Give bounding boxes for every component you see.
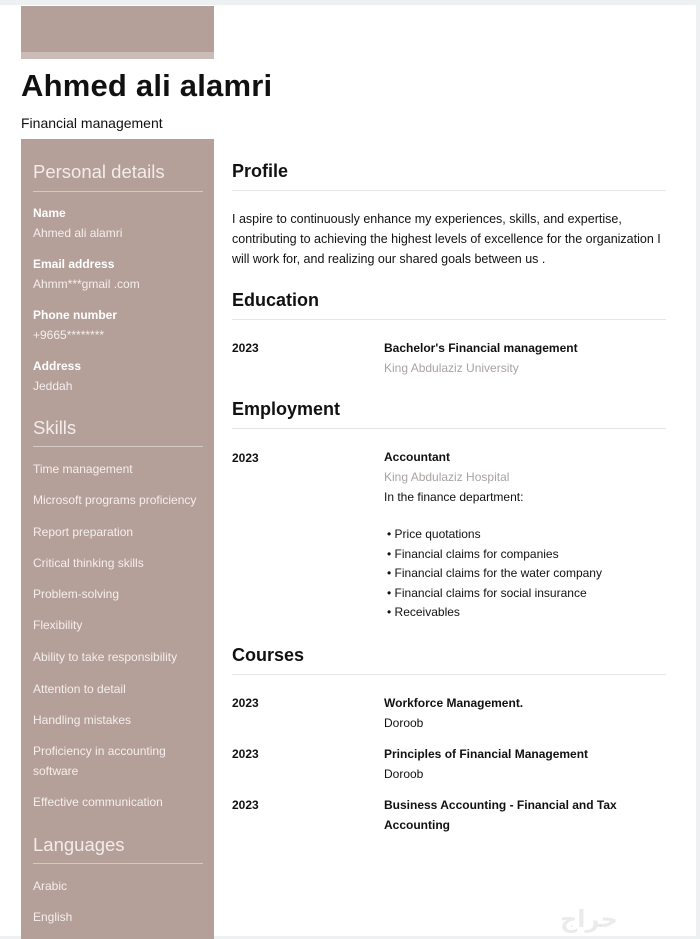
skill-item: Problem-solving [33, 587, 120, 601]
education-divider [232, 319, 666, 320]
languages-divider [33, 863, 203, 864]
employment-description: In the finance department: [384, 490, 524, 504]
skill-item: Handling mistakes [33, 713, 132, 727]
profile-heading: Profile [232, 161, 289, 181]
course-provider: Doroob [384, 716, 424, 730]
sidebar [21, 139, 214, 939]
personal-value-address: Jeddah [33, 379, 73, 393]
skills-heading: Skills [33, 417, 77, 438]
personal-label-address: Address [33, 359, 82, 373]
duty-item: • Receivables [387, 603, 602, 623]
language-item: Arabic [33, 879, 68, 893]
course-title: Principles of Financial Management [384, 747, 589, 761]
skills-divider [33, 446, 203, 447]
duty-item: • Financial claims for social insurance [387, 584, 602, 604]
watermark-logo: حراج [560, 905, 618, 933]
profile-text: I aspire to continuously enhance my experiences, skills, and expertise, contributing to achieving the highest levels of excellence for the organization I will work for, and realizing our shared goals between us . [232, 212, 661, 266]
course-year: 2023 [232, 747, 259, 761]
education-heading: Education [232, 290, 320, 310]
personal-details-heading: Personal details [33, 161, 165, 182]
skill-item: Flexibility [33, 618, 83, 632]
employment-duties-list [387, 525, 602, 623]
skill-item: Attention to detail [33, 682, 126, 696]
duty-item: • Price quotations [387, 525, 602, 545]
skill-item: Report preparation [33, 525, 134, 539]
skill-item: Proficiency in accounting software [33, 744, 166, 778]
employment-job-title: Accountant [384, 450, 450, 464]
courses-heading: Courses [232, 645, 305, 665]
duty-item: • Financial claims for the water company [387, 564, 602, 584]
skill-item: Time management [33, 462, 133, 476]
course-year: 2023 [232, 696, 259, 710]
education-degree: Bachelor's Financial management [384, 341, 578, 355]
candidate-name: Ahmed ali alamri [21, 68, 273, 103]
courses-divider [232, 674, 666, 675]
candidate-subtitle: Financial management [21, 115, 163, 131]
course-provider: Doroob [384, 767, 424, 781]
employment-heading: Employment [232, 399, 341, 419]
skill-item: Critical thinking skills [33, 556, 144, 570]
resume-page [0, 5, 696, 936]
skill-item: Effective communication [33, 795, 163, 809]
personal-label-name: Name [33, 206, 66, 220]
employment-divider [232, 428, 666, 429]
education-school: King Abdulaziz University [384, 361, 519, 375]
course-year: 2023 [232, 798, 259, 812]
course-title: Business Accounting - Financial and Tax Accounting [384, 798, 617, 832]
profile-divider [232, 190, 666, 191]
skill-item: Microsoft programs proficiency [33, 493, 197, 507]
personal-value-phone: +9665******** [33, 328, 105, 342]
employment-year: 2023 [232, 451, 259, 465]
personal-value-email: Ahmm***gmail .com [33, 277, 140, 291]
header-color-band [21, 6, 214, 59]
header-band-strip [21, 52, 214, 59]
personal-value-name: Ahmed ali alamri [33, 226, 123, 240]
personal-label-phone: Phone number [33, 308, 118, 322]
education-year: 2023 [232, 341, 259, 355]
employment-employer: King Abdulaziz Hospital [384, 470, 510, 484]
personal-label-email: Email address [33, 257, 115, 271]
course-title: Workforce Management. [384, 696, 524, 710]
languages-heading: Languages [33, 834, 125, 855]
personal-details-divider [33, 191, 203, 192]
duty-item: • Financial claims for companies [387, 545, 602, 565]
skill-item: Ability to take responsibility [33, 650, 178, 664]
language-item: English [33, 910, 73, 924]
